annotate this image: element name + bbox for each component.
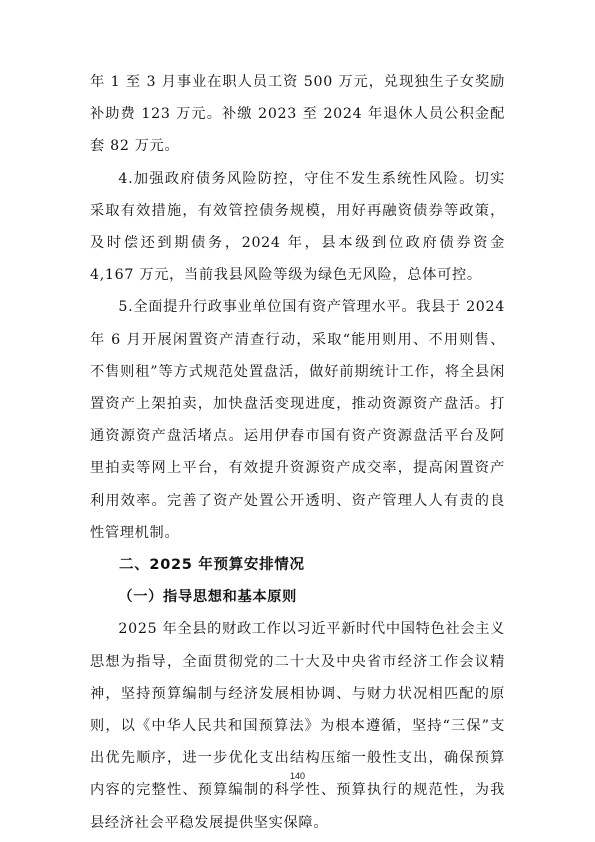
section-heading: 二、2025 年预算安排情况 — [119, 557, 305, 574]
subsection-heading: （一）指导思想和基本原则 — [118, 589, 298, 606]
paragraph-salary-continuation: 年 1 至 3 月事业在职人员工资 500 万元，兑现独生子女奖励补助费 123 万元。补缴 2023 至 2024 年退休人员公积金配套 82 万元。 — [90, 74, 505, 155]
paragraph-debt-risk: 4.加强政府债务风险防控，守住不发生系统性风险。切实采取有效措施，有效管控债务规模，用好再融资债券等政策，及时偿还到期债务，2024 年，县本级到位政府债券资金 4,167 万元，当前我县风险等级为绿色无风险，总体可控。 — [90, 170, 505, 284]
body-text — [90, 66, 505, 839]
page-number: 140 — [289, 771, 306, 781]
paragraph-asset-management: 5.全面提升行政事业单位国有资产管理水平。我县于 2024 年 6 月开展闲置资产清查行动，采取“能用则用、不用则售、不售则租”等方式规范处置盘活，做好前期统计工作，将全县闲置资产上架拍卖，加快盘活变现进度，推动资源资产盘活。打通资源资产盘活堵点。运用伊春市国有资产资源盘活平台及阿里拍卖等网上平台，有效提升资源资产成交率，提高闲置资产利用效率。完善了资产处置公开透明、资产管理人人有责的良性管理机制。 — [90, 299, 505, 541]
paragraph-guiding-principles: 2025 年全县的财政工作以习近平新时代中国特色社会主义思想为指导，全面贯彻党的二十大及中央省市经济工作会议精神，坚持预算编制与经济发展相协调、与财力状况相匹配的原则，以《中华人民共和国预算法》为根本遵循，坚持“三保”支出优先顺序，进一步优化支出结构压缩一般性支出，确保预算内容的完整性、预算编制的科学性、预算执行的规范性，为我县经济社会平稳发展提供坚实保障。 — [90, 621, 505, 831]
